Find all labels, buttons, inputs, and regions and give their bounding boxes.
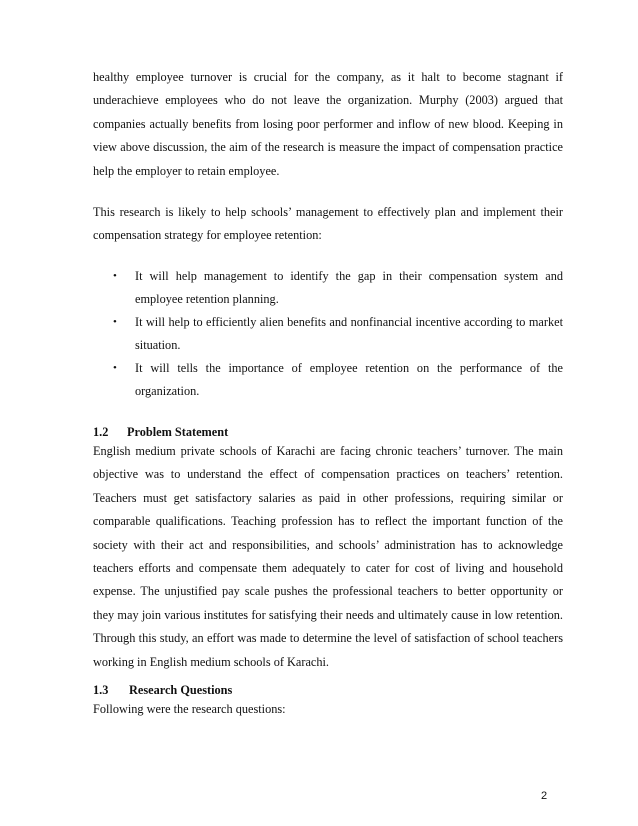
- text-line: comparable qualifications. Teaching profession has to reflect the important function of the: [93, 514, 563, 529]
- text-line: expense. The unjustified pay scale pushes the professional teachers to better opportunity or: [93, 584, 563, 599]
- text-line: This research is likely to help schools’ management to effectively plan and implement their: [93, 205, 563, 219]
- paragraph-problem-statement: [93, 440, 563, 674]
- text-line: healthy employee turnover is crucial for the company, as it halt to become stagnant if: [93, 70, 563, 84]
- section-number: 1.3: [93, 683, 109, 697]
- section-title: Research Questions: [129, 683, 233, 697]
- list-item: [0, 265, 638, 312]
- list-item: [0, 357, 638, 404]
- bullet-icon: •: [113, 270, 117, 282]
- text-line: English medium private schools of Karachi are facing chronic teachers’ turnover. The main: [93, 444, 563, 458]
- list-item: [0, 311, 638, 358]
- section-title: Problem Statement: [127, 425, 229, 439]
- section-number: 1.2: [93, 425, 109, 439]
- text-line: Teachers must get satisfactory salaries as paid in other professions, requiring similar or: [93, 490, 563, 505]
- section-heading-problem-statement: [93, 422, 228, 442]
- text-line: objective was to understand the effect of compensation practices on teachers’ retention.: [93, 467, 563, 482]
- text-line: companies actually benefits from losing poor performer and inflow of new blood. Keeping in: [93, 116, 563, 131]
- section-heading-research-questions: [93, 680, 232, 700]
- list-item-text: organization.: [135, 384, 200, 399]
- text-line: society with their act and responsibilities, and schools’ administration has to acknowledge: [93, 537, 563, 552]
- text-line: Through this study, an effort was made to determine the level of satisfaction of school teachers: [93, 631, 563, 646]
- paragraph-research-help: [93, 201, 563, 248]
- page-number: 2: [541, 790, 548, 802]
- bullet-icon: •: [113, 362, 117, 374]
- list-item-text: employee retention planning.: [135, 292, 279, 307]
- text-line: Following were the research questions:: [93, 702, 286, 716]
- text-line: teachers efforts and compensate them adequately to cater for cost of living and household: [93, 560, 563, 575]
- paragraph-research-questions: [93, 698, 563, 721]
- text-line: view above discussion, the aim of the research is measure the impact of compensation practice: [93, 140, 563, 155]
- text-line: compensation strategy for employee retention:: [93, 228, 322, 243]
- text-line: underachieve employees who do not leave the organization. Murphy (2003) argued that: [93, 93, 563, 108]
- text-line: working in English medium schools of Karachi.: [93, 654, 329, 669]
- list-item-text: It will tells the importance of employee retention on the performance of the: [135, 361, 563, 375]
- list-item-text: It will help management to identify the gap in their compensation system and: [135, 269, 563, 283]
- list-item-text: situation.: [135, 338, 181, 353]
- paragraph-intro: [93, 66, 563, 183]
- text-line: help the employer to retain employee.: [93, 163, 280, 178]
- bullet-icon: •: [113, 316, 117, 328]
- list-item-text: It will help to efficiently alien benefits and nonfinancial incentive according to market: [135, 315, 563, 329]
- text-line: they may join various institutes for satisfying their needs and ultimately cause in low retention.: [93, 607, 563, 622]
